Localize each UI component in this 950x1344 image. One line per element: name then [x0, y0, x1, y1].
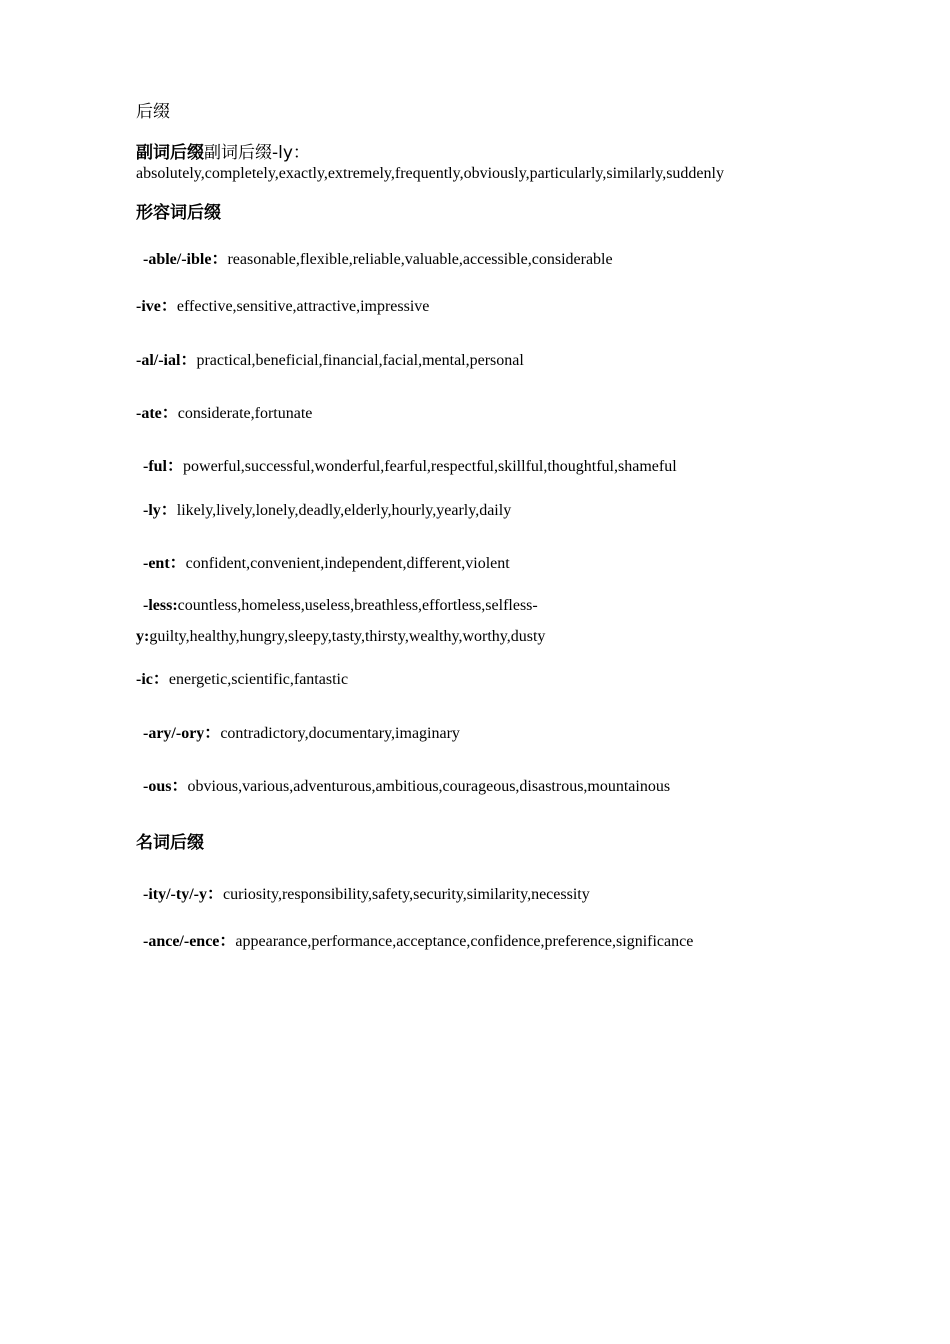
suffix-examples: considerate,fortunate	[177, 405, 313, 422]
suffix-entry	[136, 670, 348, 690]
suffix-entry	[143, 554, 510, 574]
suffix-examples: effective,sensitive,attractive,impressive	[176, 298, 430, 315]
suffix-entry	[136, 351, 524, 371]
noun-heading: 名词后缀	[136, 833, 204, 853]
suffix-examples: appearance,performance,acceptance,confidence,preference,significance	[235, 933, 694, 950]
adverb-examples: absolutely,completely,exactly,extremely,frequently,obviously,particularly,similarly,suddenly	[136, 165, 724, 182]
adjective-heading: 形容词后缀	[136, 203, 221, 223]
suffix-examples: contradictory,documentary,imaginary	[220, 725, 460, 742]
suffix-term: -ity/-ty/-y：	[143, 886, 223, 903]
suffix-entry	[143, 724, 460, 744]
suffix-examples: powerful,successful,wonderful,fearful,respectful,skillful,thoughtful,shameful	[183, 458, 677, 475]
suffix-term: -ly：	[143, 502, 177, 519]
suffix-term: -ive：	[136, 298, 177, 315]
suffix-entry	[143, 501, 511, 521]
adverb-heading	[136, 143, 310, 164]
suffix-entry	[143, 932, 693, 952]
suffix-term: -al/-ial：	[136, 352, 197, 369]
suffix-entry	[143, 596, 538, 616]
suffix-examples: likely,lively,lonely,deadly,elderly,hourly,yearly,daily	[176, 502, 512, 519]
suffix-term: -ous：	[143, 778, 188, 795]
suffix-term: y:	[136, 628, 150, 645]
adverb-heading-plain: 副词后缀-ly：	[204, 143, 310, 163]
suffix-examples: guilty,healthy,hungry,sleepy,tasty,thirsty,wealthy,worthy,dusty	[149, 628, 546, 645]
suffix-term: -less:	[143, 597, 178, 614]
suffix-entry	[143, 885, 590, 905]
suffix-examples: curiosity,responsibility,safety,security,similarity,necessity	[222, 886, 590, 903]
suffix-term: -ful：	[143, 458, 184, 475]
suffix-term: -ent：	[143, 555, 186, 572]
suffix-entry	[143, 777, 670, 797]
suffix-entry	[136, 297, 429, 317]
suffix-entry	[136, 627, 545, 647]
suffix-term: -able/-ible：	[143, 251, 228, 268]
suffix-examples: reasonable,flexible,reliable,valuable,accessible,considerable	[227, 251, 613, 268]
suffix-examples: practical,beneficial,financial,facial,mental,personal	[196, 352, 524, 369]
suffix-examples: energetic,scientific,fantastic	[168, 671, 349, 688]
adverb-heading-bold: 副词后缀	[136, 143, 204, 163]
suffix-term: -ance/-ence：	[143, 933, 236, 950]
suffix-entry	[136, 404, 312, 424]
suffix-examples: countless,homeless,useless,breathless,effortless,selfless-	[177, 597, 538, 614]
suffix-term: -ate：	[136, 405, 178, 422]
suffix-entry	[143, 457, 677, 477]
suffix-entry	[143, 250, 613, 270]
suffix-examples: obvious,various,adventurous,ambitious,courageous,disastrous,mountainous	[187, 778, 671, 795]
document-title: 后缀	[136, 102, 170, 122]
suffix-term: -ic：	[136, 671, 169, 688]
suffix-term: -ary/-ory：	[143, 725, 221, 742]
suffix-examples: confident,convenient,independent,different,violent	[185, 555, 510, 572]
